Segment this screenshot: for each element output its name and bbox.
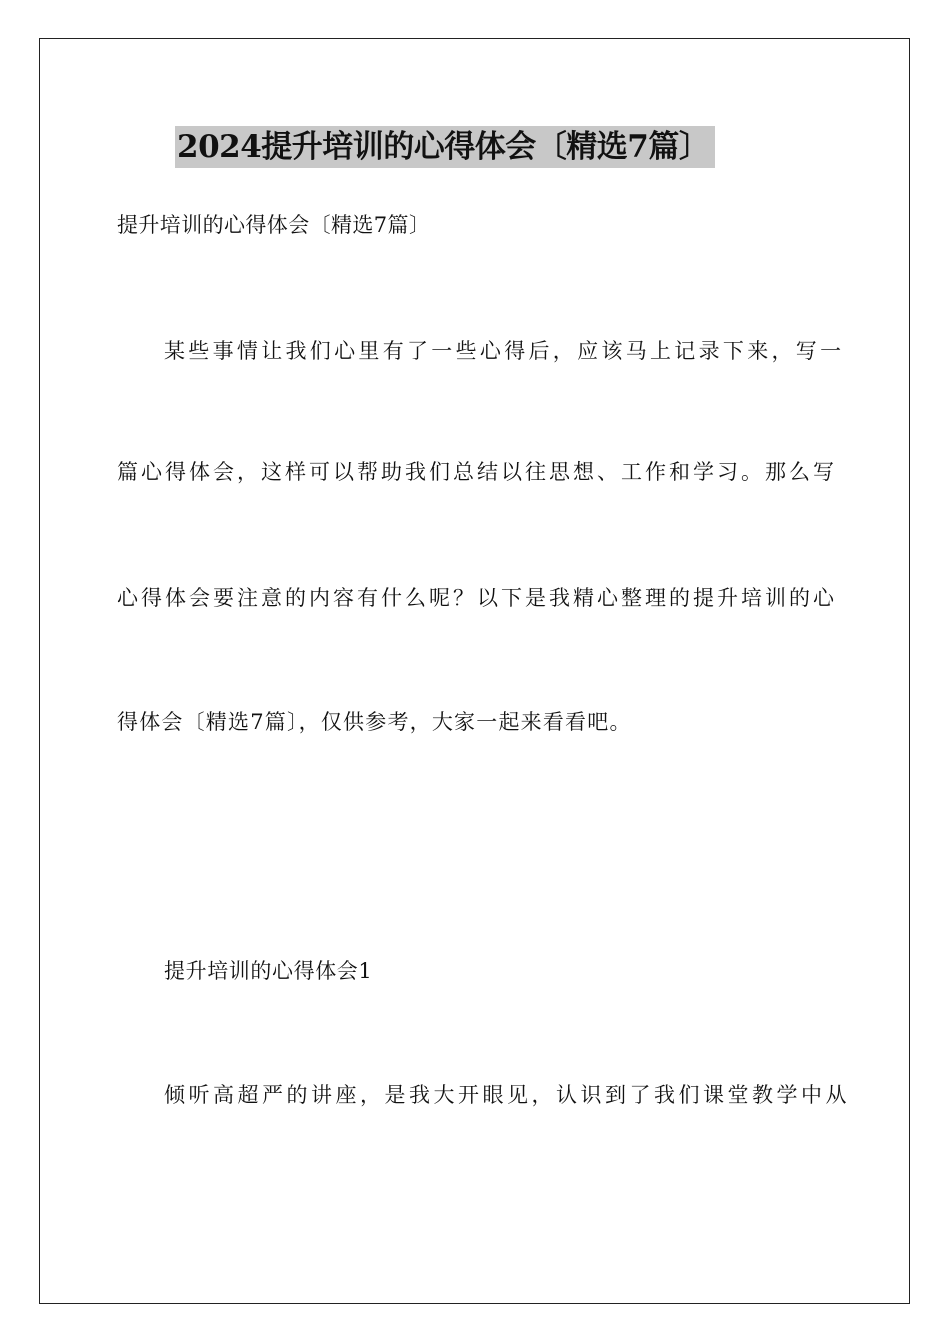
document-subtitle: 提升培训的心得体会〔精选7篇〕 [117,213,431,237]
document-title: 2024提升培训的心得体会〔精选7篇〕 [175,126,715,168]
intro-line: 得体会〔精选7篇〕，仅供参考，大家一起来看看吧。 [117,710,632,734]
section-heading: 提升培训的心得体会1 [164,959,373,983]
intro-line: 篇心得体会，这样可以帮助我们总结以往思想、工作和学习。那么写 [117,460,837,484]
section-body-line: 倾听高超严的讲座，是我大开眼见，认识到了我们课堂教学中从 [164,1083,850,1107]
intro-line: 某些事情让我们心里有了一些心得后，应该马上记录下来，写一 [164,339,845,363]
intro-line: 心得体会要注意的内容有什么呢？以下是我精心整理的提升培训的心 [117,586,837,610]
